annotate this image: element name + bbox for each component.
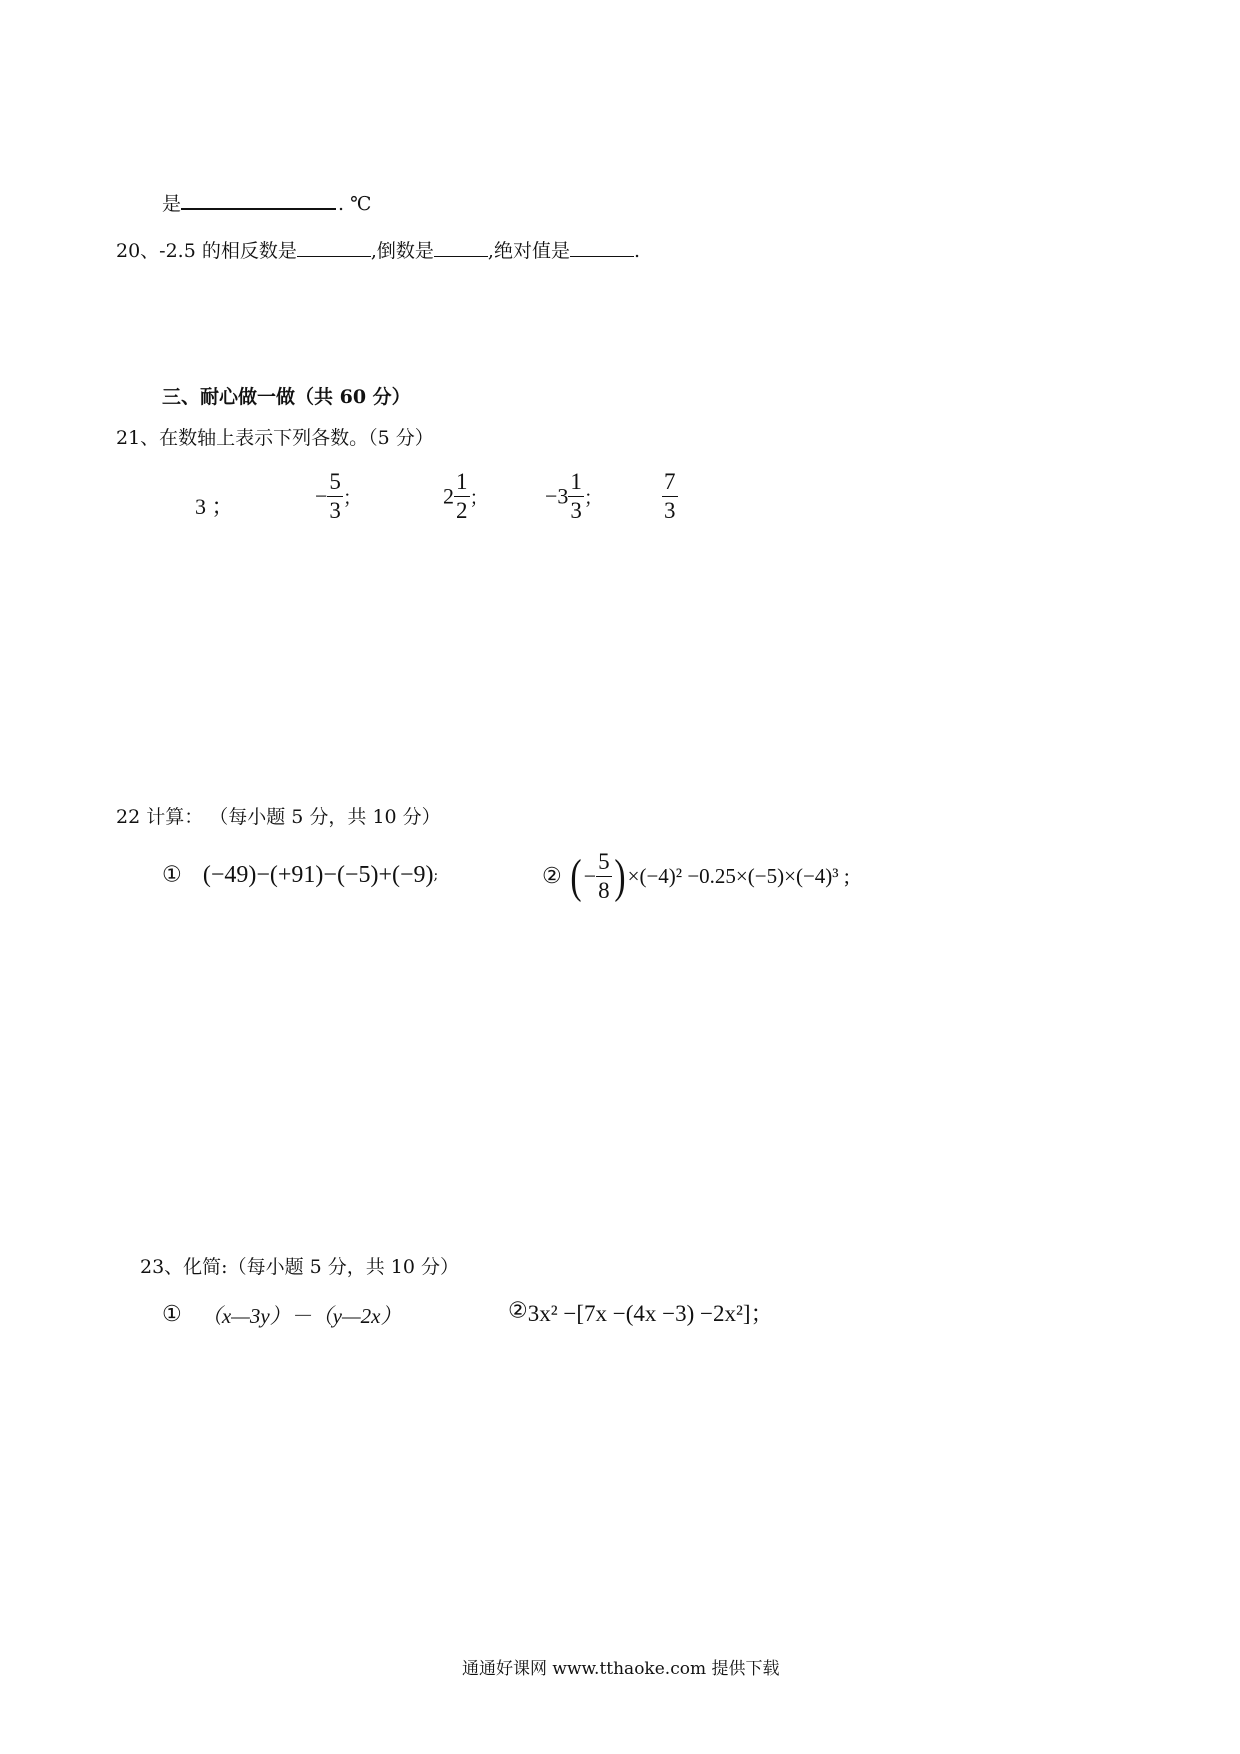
section-3-title: 三、耐心做一做（共 60 分） (162, 386, 411, 408)
q21-item-d (545, 468, 603, 525)
q21-b-sep: ； (342, 488, 362, 510)
q21-item-b (315, 468, 362, 525)
q21-c-sep: ； (469, 488, 489, 510)
q21-d-whole: −3 (545, 483, 569, 509)
q21-stem: 21、在数轴上表示下列各数。（5 分） (116, 427, 434, 449)
q19-prefix: 是 (162, 193, 182, 215)
q20-end: . (633, 240, 640, 262)
q21-b-fraction (327, 468, 343, 525)
q20-opposite-blank[interactable] (297, 238, 371, 257)
page-footer: 通通好课网 www.tthaoke.com 提供下载 (462, 1659, 780, 1679)
q22-p2-den: 8 (598, 878, 610, 904)
q22-p1-end: ; (433, 867, 439, 884)
q21-item-c (443, 468, 489, 525)
q21-b-den: 3 (329, 498, 341, 524)
q23-p1-expr: （x—3y）－（y—2x） (200, 1304, 402, 1328)
q21-c-fraction (454, 468, 470, 525)
q22-p2-fraction (596, 848, 612, 905)
q21-d-den: 3 (570, 498, 582, 524)
q22-p2-open-paren: ( (570, 849, 582, 903)
q20-reciprocal-blank[interactable] (434, 238, 488, 257)
q22-p2-num: 5 (598, 849, 610, 874)
q22-part1 (162, 862, 438, 889)
q20-text2: ,倒数是 (370, 240, 434, 262)
q21-e-den: 3 (664, 498, 676, 524)
q21-c-whole: 2 (443, 483, 454, 509)
q22-p2-close-paren: ) (614, 849, 626, 903)
q21-numbers (195, 468, 715, 538)
question-20 (116, 238, 640, 263)
q21-d-fraction (568, 468, 584, 525)
q21-c-den: 2 (456, 498, 468, 524)
q22-stem: 22 计算： （每小题 5 分，共 10 分） (116, 806, 441, 828)
q21-b-sign: − (315, 483, 328, 509)
q20-text3: ,绝对值是 (487, 240, 570, 262)
q21-item-e (662, 468, 678, 525)
q23-p2-expr: 3x² −[7x −(4x −3) −2x²]； (527, 1301, 774, 1326)
q22-p2-mark: ② (542, 863, 562, 889)
q22-p1-mark: ① (162, 862, 182, 888)
q21-c-num: 1 (456, 469, 468, 494)
q21-e-num: 7 (664, 469, 676, 494)
q23-part2 (508, 1295, 774, 1328)
q22-p2-sign: − (583, 863, 597, 889)
q19-answer-blank[interactable] (181, 190, 336, 210)
q19-tail-line (162, 190, 371, 216)
q22-part2 (542, 848, 850, 905)
q21-e-fraction (662, 468, 678, 525)
q21-item-a: 3 ； (195, 494, 234, 519)
q23-p2-mark: ② (508, 1298, 528, 1324)
q23-part1 (162, 1300, 401, 1330)
q21-d-num: 1 (570, 469, 582, 494)
q21-b-num: 5 (329, 469, 341, 494)
q23-p1-mark: ① (162, 1302, 182, 1327)
q20-text1: 20、-2.5 的相反数是 (116, 240, 297, 262)
q19-suffix: . ℃ (338, 193, 372, 215)
q20-absolute-blank[interactable] (570, 238, 634, 257)
q21-d-sep: ； (583, 488, 603, 510)
q22-p1-expr: (−49)−(+91)−(−5)+(−9) (202, 862, 434, 888)
q22-p2-rest: ×(−4)² −0.25×(−5)×(−4)³ ; (627, 864, 850, 889)
q23-stem: 23、化简:（每小题 5 分，共 10 分） (140, 1256, 460, 1278)
